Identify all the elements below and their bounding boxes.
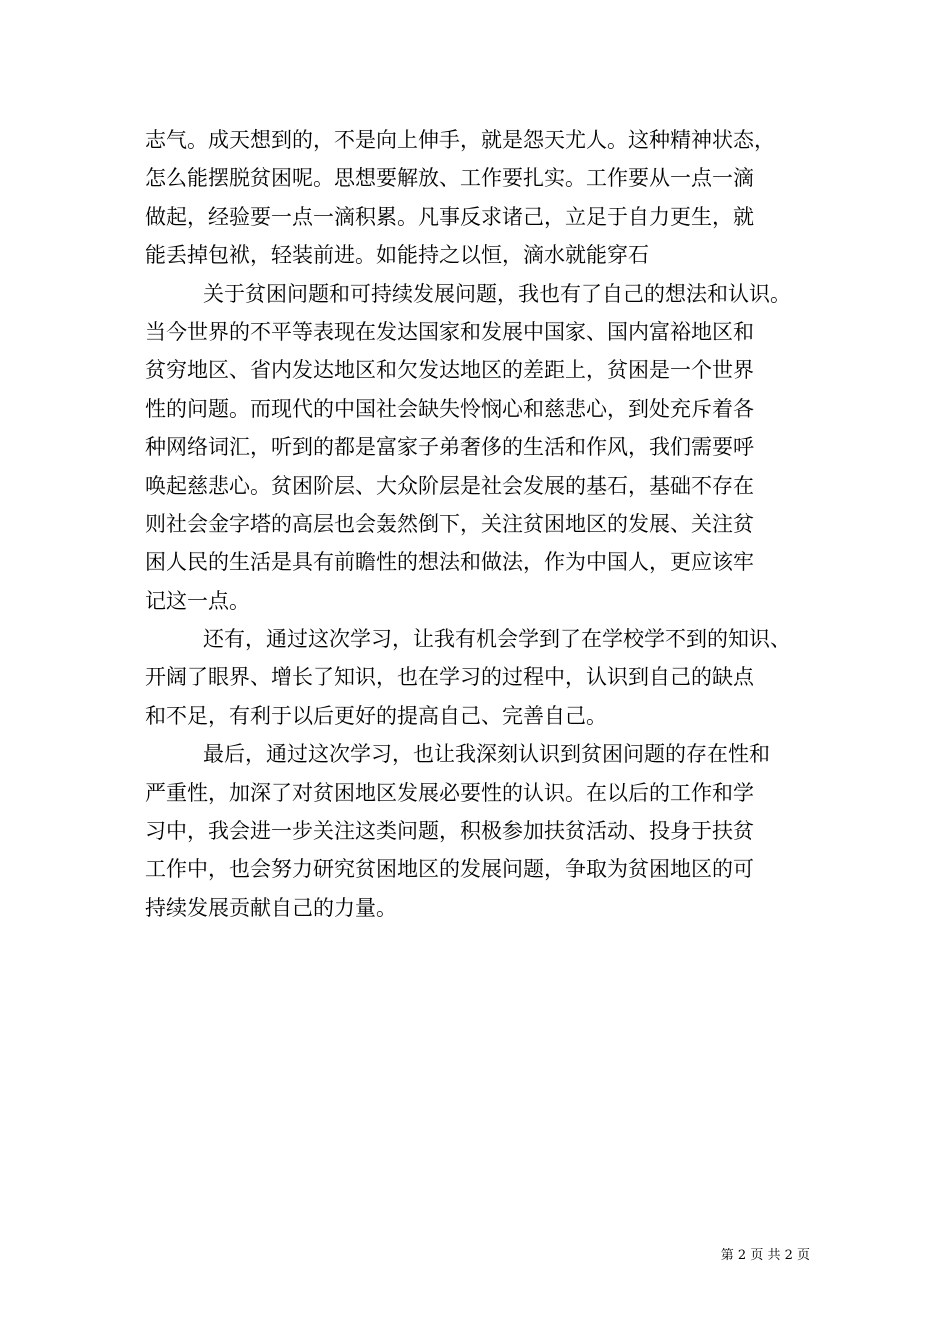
- text-line: 当今世界的不平等表现在发达国家和发展中国家、国内富裕地区和: [145, 319, 754, 344]
- text-line: 能丢掉包袱，轻装前进。如能持之以恒，滴水就能穿石: [145, 243, 649, 268]
- page-number: 第 2 页 共 2 页: [720, 1248, 810, 1263]
- text-line: 做起，经验要一点一滴积累。凡事反求诸己，立足于自力更生，就: [145, 204, 754, 229]
- text-line: 困人民的生活是具有前瞻性的想法和做法，作为中国人，更应该牢: [145, 550, 754, 575]
- body-text: [145, 121, 810, 927]
- text-line: 严重性，加深了对贫困地区发展必要性的认识。在以后的工作和学: [145, 780, 754, 805]
- text-line: 志气。成天想到的，不是向上伸手，就是怨天尤人。这种精神状态，: [145, 128, 775, 152]
- text-line: 习中，我会进一步关注这类问题，积极参加扶贫活动、投身于扶贫: [145, 819, 754, 844]
- paragraph-first-line: 还有，通过这次学习，让我有机会学到了在学校学不到的知识、: [203, 627, 791, 652]
- text-line: 唤起慈悲心。贫困阶层、大众阶层是社会发展的基石，基础不存在: [145, 473, 754, 498]
- paragraph-first-line: 最后，通过这次学习，也让我深刻认识到贫困问题的存在性和: [203, 742, 770, 767]
- text-line: 则社会金字塔的高层也会轰然倒下，关注贫困地区的发展、关注贫: [145, 511, 754, 536]
- text-line: 性的问题。而现代的中国社会缺失怜悯心和慈悲心，到处充斥着各: [145, 396, 754, 421]
- text-line: 贫穷地区、省内发达地区和欠发达地区的差距上，贫困是一个世界: [145, 358, 754, 383]
- text-line: 工作中，也会努力研究贫困地区的发展问题，争取为贫困地区的可: [145, 857, 754, 882]
- text-line: 记这一点。: [145, 588, 250, 613]
- text-line: 开阔了眼界、增长了知识，也在学习的过程中，认识到自己的缺点: [145, 665, 754, 690]
- text-line: 和不足，有利于以后更好的提高自己、完善自己。: [145, 703, 607, 728]
- text-line: 持续发展贡献自己的力量。: [145, 895, 397, 920]
- text-line: 怎么能摆脱贫困呢。思想要解放、工作要扎实。工作要从一点一滴: [145, 166, 754, 191]
- paragraph-first-line: 关于贫困问题和可持续发展问题，我也有了自己的想法和认识。: [203, 281, 791, 306]
- text-line: 种网络词汇，听到的都是富家子弟奢侈的生活和作风，我们需要呼: [145, 435, 754, 460]
